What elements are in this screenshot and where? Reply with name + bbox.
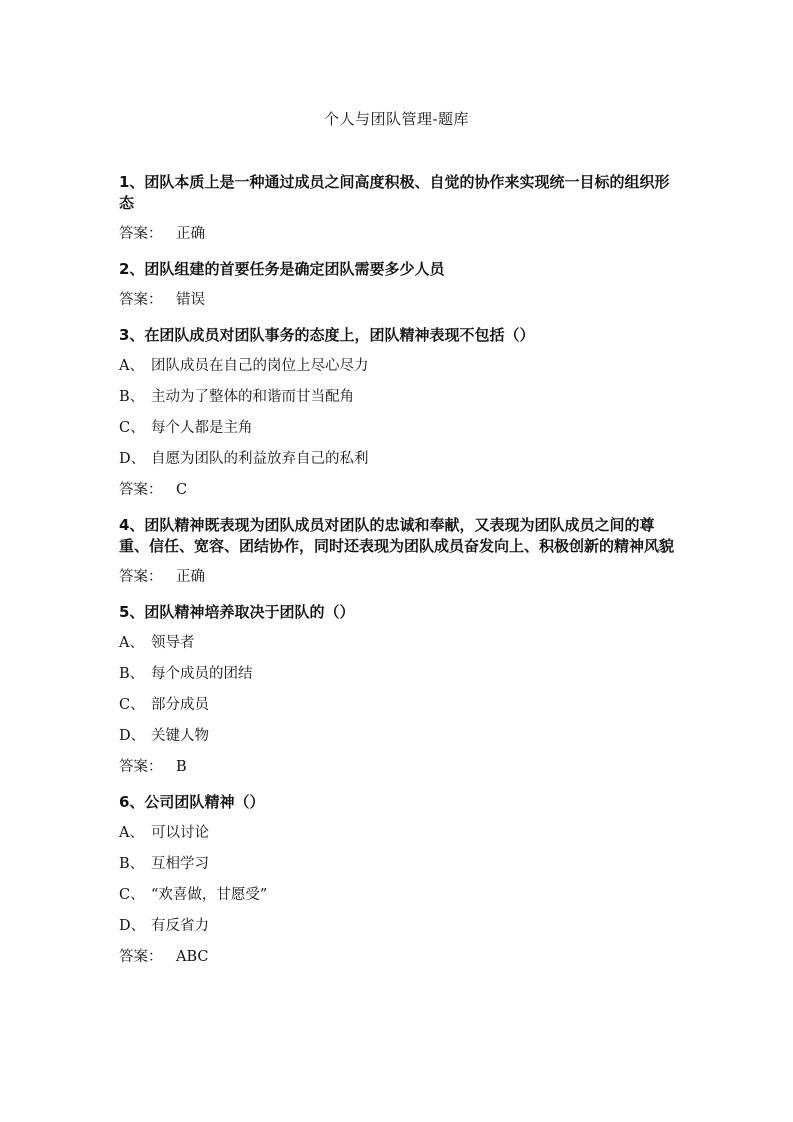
option-text: 团队成员在自己的岗位上尽心尽力 xyxy=(151,358,369,374)
option-letter: A、 xyxy=(119,825,144,841)
option-letter: B、 xyxy=(119,389,145,405)
page-title: 个人与团队管理-题库 xyxy=(323,110,470,128)
question-block xyxy=(119,515,679,588)
answer-label: 答案： xyxy=(119,226,163,242)
option-letter: B、 xyxy=(119,856,145,872)
answer-label: 答案： xyxy=(119,759,163,775)
answer-value: C xyxy=(176,482,188,498)
answer-option xyxy=(119,418,679,439)
question-text: 2、团队组建的首要任务是确定团队需要多少人员 xyxy=(119,260,445,278)
option-letter: D、 xyxy=(119,728,146,744)
answer-label: 答案： xyxy=(119,569,163,585)
option-text: “欢喜做，甘愿受” xyxy=(151,887,268,903)
question-block xyxy=(119,172,679,245)
answer-line xyxy=(119,290,679,311)
answer-option xyxy=(119,854,679,875)
question-block xyxy=(119,792,679,968)
answer-option xyxy=(119,695,679,716)
answer-line xyxy=(119,757,679,778)
question-block xyxy=(119,602,679,778)
answer-value: B xyxy=(176,759,187,775)
answer-option xyxy=(119,885,679,906)
question-text: 1、团队本质上是一种通过成员之间高度积极、自觉的协作来实现统一目标的组织形态 xyxy=(119,173,670,212)
answer-option xyxy=(119,387,679,408)
option-letter: C、 xyxy=(119,697,145,713)
answer-value: 错误 xyxy=(176,292,205,308)
option-letter: C、 xyxy=(119,887,145,903)
option-text: 可以讨论 xyxy=(151,825,209,841)
option-text: 主动为了整体的和谐而甘当配角 xyxy=(151,389,354,405)
answer-value: 正确 xyxy=(176,226,205,242)
question-text: 4、团队精神既表现为团队成员对团队的忠诚和奉献，又表现为团队成员之间的尊重、信任、宽容、团结协作，同时还表现为团队成员奋发向上、积极创新的精神风貌 xyxy=(119,516,675,555)
question-block xyxy=(119,325,679,501)
answer-value: ABC xyxy=(176,949,209,965)
option-text: 部分成员 xyxy=(151,697,209,713)
answer-line xyxy=(119,480,679,501)
answer-label: 答案： xyxy=(119,482,163,498)
option-letter: A、 xyxy=(119,358,144,374)
question-block xyxy=(119,259,679,311)
answer-option xyxy=(119,449,679,470)
question-text: 3、在团队成员对团队事务的态度上，团队精神表现不包括（） xyxy=(119,326,535,344)
option-text: 自愿为团队的利益放弃自己的私利 xyxy=(151,451,369,467)
option-letter: D、 xyxy=(119,451,146,467)
answer-label: 答案： xyxy=(119,292,163,308)
option-letter: C、 xyxy=(119,420,145,436)
answer-label: 答案： xyxy=(119,949,163,965)
answer-option xyxy=(119,726,679,747)
answer-option xyxy=(119,633,679,654)
option-letter: D、 xyxy=(119,918,146,934)
option-letter: B、 xyxy=(119,666,145,682)
option-text: 每个人都是主角 xyxy=(151,420,253,436)
option-text: 领导者 xyxy=(151,635,195,651)
option-text: 关键人物 xyxy=(151,728,209,744)
question-text: 6、公司团队精神（） xyxy=(119,793,265,811)
question-list xyxy=(119,172,679,982)
answer-option xyxy=(119,823,679,844)
option-text: 互相学习 xyxy=(151,856,209,872)
answer-option xyxy=(119,916,679,937)
answer-line xyxy=(119,947,679,968)
answer-line xyxy=(119,224,679,245)
option-text: 每个成员的团结 xyxy=(151,666,253,682)
answer-option xyxy=(119,356,679,377)
option-letter: A、 xyxy=(119,635,144,651)
answer-value: 正确 xyxy=(176,569,205,585)
answer-option xyxy=(119,664,679,685)
answer-line xyxy=(119,567,679,588)
question-text: 5、团队精神培养取决于团队的（） xyxy=(119,603,355,621)
option-text: 有反省力 xyxy=(151,918,209,934)
